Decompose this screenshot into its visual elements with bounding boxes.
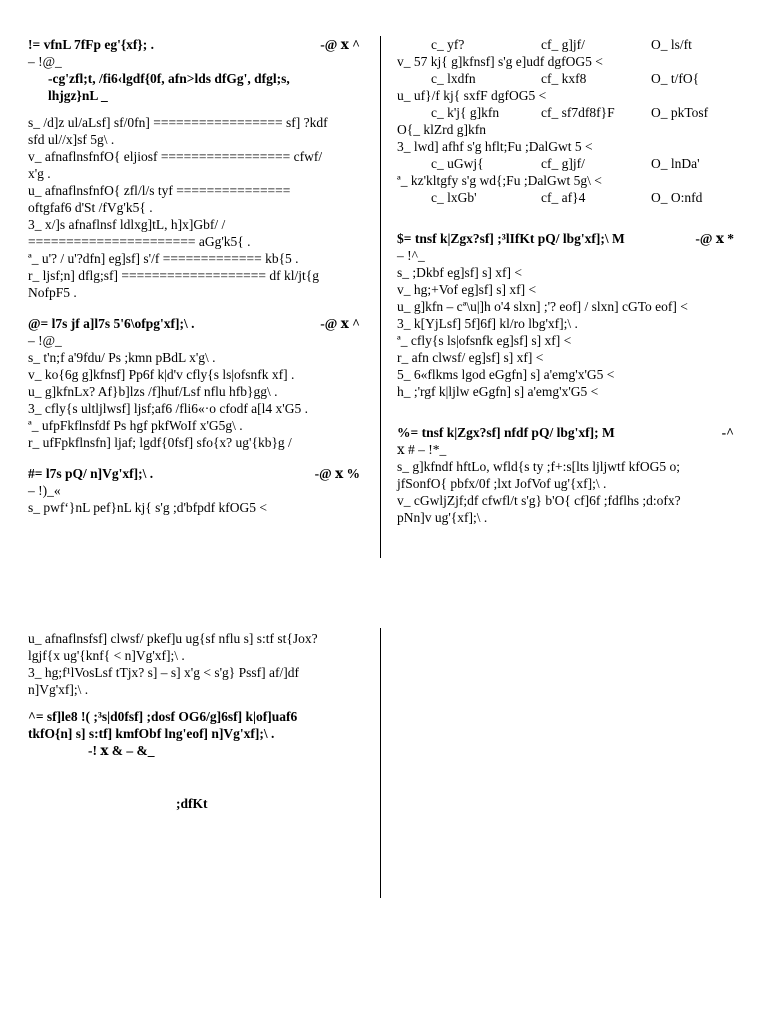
question-line: u_ afnaflnsfsf] clwsf/ pkef]u ug{sf nflu s] s:tf st{Jox? [28, 631, 318, 646]
mcq-option: c_ lxGb' [431, 190, 477, 205]
question-1-title: != vfnL 7fFp eg'{xf}; . [28, 37, 154, 52]
left-column-top [28, 36, 368, 516]
question-1-lead-cont: lhjgz}nL _ [48, 88, 108, 103]
question-1-lead: -cg'zfl;t, /fi6‹lgdf{0f, afn>lds dfGg', dfgl;s, [48, 71, 290, 86]
mcq-options [397, 155, 742, 172]
question-5-items [397, 458, 742, 526]
column-divider-top [380, 36, 381, 558]
mcq-question: u_ uf}/f kj{ sxfF dgfOG5 < [397, 88, 547, 103]
mcq-option: c_ yf? [431, 37, 465, 52]
question-line: r_ afn clwsf/ eg]sf] s] xf] < [397, 350, 544, 365]
question-line: sfd ul//x]sf 5g\ . [28, 132, 115, 147]
mcq-question: v_ 57 kj{ g]kfnsf] s'g e]udf dgfOG5 < [397, 54, 603, 69]
question-line: x'g . [28, 166, 51, 181]
question-4-sub: – !^_ [397, 248, 425, 263]
question-5-heading [397, 424, 742, 441]
mcq-option: c_ lxdfn [431, 71, 476, 86]
left-column-bottom [28, 630, 368, 812]
question-line: ª_ u'? / u'?dfn] eg]sf] s'/f ============= kb{5 . [28, 251, 299, 266]
question-2-sub: – !@_ [28, 333, 62, 348]
question-1-heading [28, 36, 368, 53]
question-5-sub: ⅹ # – !*_ [397, 442, 447, 457]
question-line: 3_ hg;f¹lVosLsf tTjx? s] – s] x'g < s'g} Pssf] af/]df [28, 665, 299, 680]
mcq-options [397, 104, 742, 121]
mcq-option: c_ uGwj{ [431, 156, 484, 171]
question-5-marks: -^ [721, 425, 734, 440]
mcq-option: O_ O:nfd [651, 190, 703, 205]
question-line: s_ g]kfndf hftLo, wfld{s ty ;f+:s[lts ljljwtf kfOG5 o; [397, 459, 680, 474]
question-line: 3_ cfly{s ultljlwsf] ljsf;af6 /fli6«·o cfodf a[l4 x'G5 . [28, 401, 308, 416]
question-line: s_ pwf‘}nL pef}nL kj{ s'g ;d'bfpdf kfOG5 < [28, 500, 268, 515]
question-6-heading-line1: ^= sf]le8 !( ;³s|d0fsf] ;dosf OG6/g]6sf] k|of]uaf6 [28, 709, 298, 724]
question-2-heading [28, 315, 368, 332]
question-line: 3_ k[YjLsf] 5f]6f] kl/ro lbg'xf];\ . [397, 316, 578, 331]
question-2-marks: -@ ⅹ ^ [320, 316, 360, 331]
mcq-question: 3_ lwd] afhf s'g hflt;Fu ;DalGwt 5 < [397, 139, 593, 154]
question-4-items [397, 264, 742, 400]
bottom-items [28, 630, 368, 698]
mcq-option: cf_ kxf8 [541, 71, 587, 86]
question-line: u_ g]kfn – cª\u|]h o'4 slxn] ;'? eof] / slxn] cGTo eof] < [397, 299, 688, 314]
question-4-heading [397, 230, 742, 247]
mcq-option: O_ pkTosf [651, 105, 709, 120]
mcq-option: cf_ g]jf/ [541, 37, 585, 52]
question-line: v_ ko{6g g]kfnsf] Pp6f k|d'v cfly{s ls|ofsnfk xf] . [28, 367, 295, 382]
mcq-option: cf_ sf7df8f}F [541, 105, 615, 120]
mcq-option: O_ lnDa' [651, 156, 700, 171]
mcq-option: cf_ g]jf/ [541, 156, 585, 171]
question-line: ª_ cfly{s ls|ofsnfk eg]sf] s] xf] < [397, 333, 572, 348]
question-line: 5_ 6«flkms lgod eGgfn] s] a'emg'x'G5 < [397, 367, 615, 382]
question-3-items [28, 499, 368, 516]
question-line: 3_ x/]s afnaflnsf ldlxg]tL, h]x]Gbf/ / [28, 217, 226, 232]
question-1-items [28, 114, 368, 301]
question-line: ====================== aGg'k5{ . [28, 234, 251, 249]
question-line: NofpF5 . [28, 285, 77, 300]
question-4-title: $= tnsf k|Zgx?sf] ;³lIfKt pQ/ lbg'xf];\ M [397, 231, 625, 246]
question-line: s_ /d]z ul/aLsf] sf/0fn] ================= sf] ?kdf [28, 115, 328, 130]
end-marker: ;dfKt [176, 796, 208, 811]
question-line: v_ hg;+Vof eg]sf] s] xf] < [397, 282, 537, 297]
mcq-options [397, 36, 742, 53]
question-line: lgjf{x ug'{knf{ < n]Vg'xf];\ . [28, 648, 185, 663]
question-line: u_ g]kfnLx? Af}b]lzs /f]huf/Lsf nflu hfb}gg\ . [28, 384, 278, 399]
mcq-option: O_ t/fO{ [651, 71, 700, 86]
question-5-title: %= tnsf k|Zgx?sf] nfdf pQ/ lbg'xf]; M [397, 425, 615, 440]
question-3-marks: -@ ⅹ % [314, 466, 360, 481]
right-column [397, 36, 742, 526]
question-3-heading [28, 465, 368, 482]
mcq-question: ª_ kz'kltgfy s'g wd{;Fu ;DalGwt 5g\ < [397, 173, 602, 188]
question-line: pNn]v ug'{xf];\ . [397, 510, 488, 525]
mcq-options [397, 70, 742, 87]
question-6-heading-line2: tkfO{n] s] s:tf] kmfObf lng'eof] n]Vg'xf];\ . [28, 726, 275, 741]
question-line: r_ ufFpkflnsfn] ljaf; lgdf{0fsf] sfo{x? ug'{kb}g / [28, 435, 292, 450]
question-6-marks: -! ⅹ & – &_ [88, 743, 155, 758]
mcq-option: c_ k'j{ g]kfn [431, 105, 500, 120]
question-line: u_ afnaflnsfnfO{ zfl/l/s tyf =============== [28, 183, 291, 198]
question-line: v_ cGwljZjf;df cfwfl/t s'g} b'O{ cf]6f ;fdflhs ;d:ofx? [397, 493, 681, 508]
question-4-marks: -@ ⅹ * [695, 231, 734, 246]
question-line: h_ ;'rgf k|ljlw eGgfn] s] a'emg'x'G5 < [397, 384, 599, 399]
mcq-options [397, 189, 742, 206]
question-2-items [28, 349, 368, 451]
question-2-title: @= l7s jf a]l7s 5'6\ofpg'xf];\ . [28, 316, 195, 331]
question-line: n]Vg'xf];\ . [28, 682, 89, 697]
question-line: r_ ljsf;n] dflg;sf] =================== df kl/jt{g [28, 268, 319, 283]
mcq-option: O_ ls/ft [651, 37, 692, 52]
question-3-title: #= l7s pQ/ n]Vg'xf];\ . [28, 466, 154, 481]
question-1-sub: – !@_ [28, 54, 62, 69]
question-3-sub: – !)_« [28, 483, 61, 498]
question-line: ª_ ufpFkflnsfdf Ps hgf pkfWoIf x'G5g\ . [28, 418, 243, 433]
question-line: v_ afnaflnsfnfO{ eljiosf ================= cfwf/ [28, 149, 323, 164]
question-line: s_ t'n;f a'9fdu/ Ps ;kmn pBdL x'g\ . [28, 350, 216, 365]
mcq-items [397, 36, 742, 206]
question-1-marks: -@ ⅹ ^ [320, 37, 360, 52]
mcq-question: O{_ klZrd g]kfn [397, 122, 486, 137]
question-line: s_ ;Dkbf eg]sf] s] xf] < [397, 265, 522, 280]
question-line: jfSonfO{ pbfx/0f ;lxt JofVof ug'{xf];\ . [397, 476, 607, 491]
column-divider-bottom [380, 628, 381, 898]
mcq-option: cf_ af}4 [541, 190, 586, 205]
question-line: oftgfaf6 d'St /fVg'k5{ . [28, 200, 153, 215]
